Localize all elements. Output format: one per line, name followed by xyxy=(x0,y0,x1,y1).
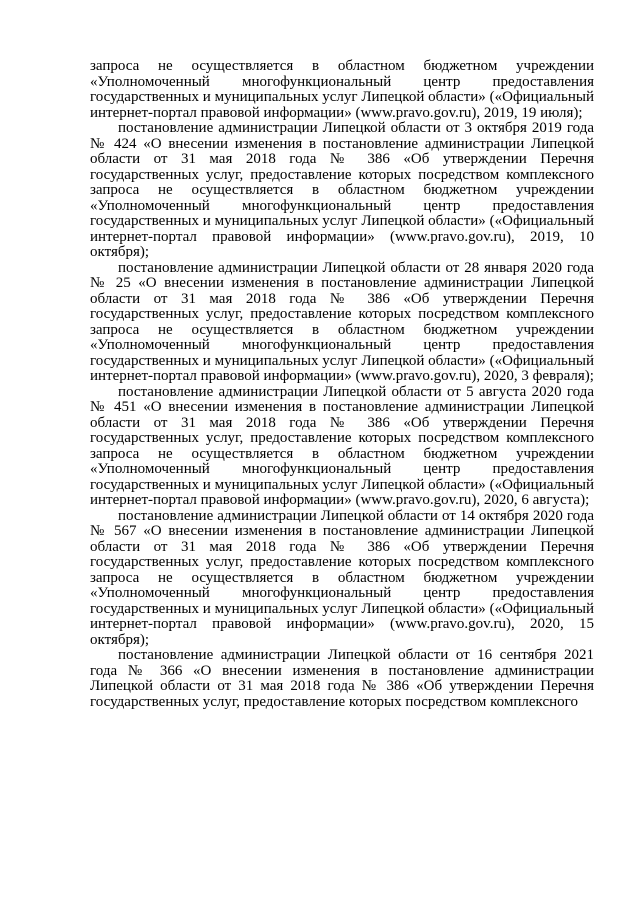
document-page xyxy=(90,59,594,710)
paragraph-continuation: запроса не осуществляется в областном бюджетном учреждении «Уполномоченный многофункциональный центр предоставления государственных и муниципальных услуг Липецкой области» («Официальный интернет-портал правовой информации» (www.pravo.gov.ru), 2019, 19 июля); xyxy=(90,58,594,121)
paragraph-resolution-451: постановление администрации Липецкой области от 5 августа 2020 года № 451 «О внесении изменения в постановление администрации Липецкой области от 31 мая 2018 года № 386 «Об утверждении Перечня государственных услуг, предоставление которых посредством комплексного запроса не осуществляется в областном бюджетном учреждении «Уполномоченный многофункциональный центр предоставления государственных и муниципальных услуг Липецкой области» («Официальный интернет-портал правовой информации» (www.pravo.gov.ru), 2020, 6 августа); xyxy=(90,383,594,508)
paragraph-resolution-25: постановление администрации Липецкой области от 28 января 2020 года № 25 «О внесении изменения в постановление администрации Липецкой области от 31 мая 2018 года № 386 «Об утверждении Перечня государственных услуг, предоставление которых посредством комплексного запроса не осуществляется в областном бюджетном учреждении «Уполномоченный многофункциональный центр предоставления государственных и муниципальных услуг Липецкой области» («Официальный интернет-портал правовой информации» (www.pravo.gov.ru), 2020, 3 февраля); xyxy=(90,259,594,384)
paragraph-resolution-366: постановление администрации Липецкой области от 16 сентября 2021 года № 366 «О внесении изменения в постановление администрации Липецкой области от 31 мая 2018 года № 386 «Об утверждении Перечня государственных услуг, предоставление которых посредством комплексного xyxy=(90,647,594,710)
paragraph-resolution-424: постановление администрации Липецкой области от 3 октября 2019 года № 424 «О внесении изменения в постановление администрации Липецкой области от 31 мая 2018 года № 386 «Об утверждении Перечня государственных услуг, предоставление которых посредством комплексного запроса не осуществляется в областном бюджетном учреждении «Уполномоченный многофункциональный центр предоставления государственных и муниципальных услуг Липецкой области» («Официальный интернет-портал правовой информации» (www.pravo.gov.ru), 2019, 10 октября); xyxy=(90,120,594,260)
paragraph-resolution-567: постановление администрации Липецкой области от 14 октября 2020 года № 567 «О внесении изменения в постановление администрации Липецкой области от 31 мая 2018 года № 386 «Об утверждении Перечня государственных услуг, предоставление которых посредством комплексного запроса не осуществляется в областном бюджетном учреждении «Уполномоченный многофункциональный центр предоставления государственных и муниципальных услуг Липецкой области» («Официальный интернет-портал правовой информации» (www.pravo.gov.ru), 2020, 15 октября); xyxy=(90,507,594,648)
